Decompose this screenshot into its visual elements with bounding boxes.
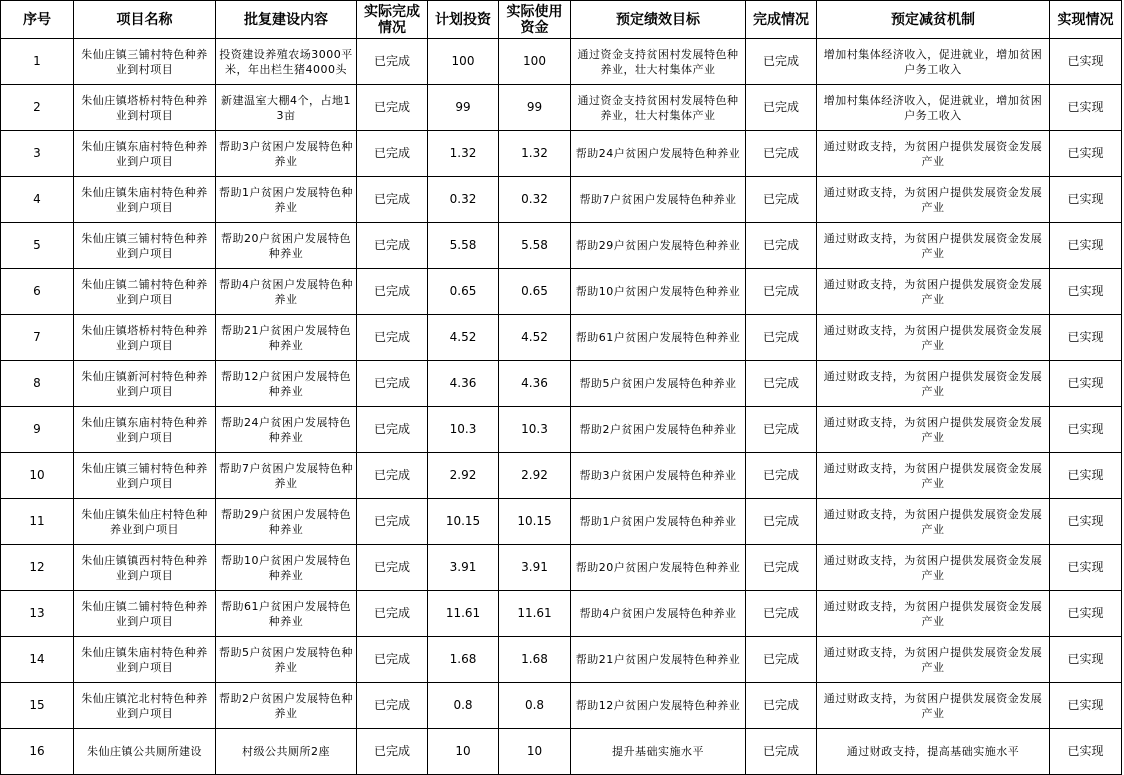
actual-funds-cell: 4.52 (499, 315, 571, 361)
actual-funds-cell: 10.15 (499, 499, 571, 545)
header-performance-target: 预定绩效目标 (571, 1, 746, 39)
header-planned-investment: 计划投资 (428, 1, 499, 39)
table-row (1, 177, 1122, 223)
realization-status-cell: 已实现 (1050, 223, 1122, 269)
row-index-cell: 7 (1, 315, 74, 361)
table-row (1, 315, 1122, 361)
approved-content-cell: 投资建设养殖农场3000平米，年出栏生猪4000头 (216, 39, 357, 85)
actual-completion-cell: 已完成 (357, 591, 428, 637)
realization-status-cell: 已实现 (1050, 85, 1122, 131)
row-index-cell: 8 (1, 361, 74, 407)
approved-content-cell: 帮助20户贫困户发展特色种养业 (216, 223, 357, 269)
realization-status-cell: 已实现 (1050, 407, 1122, 453)
approved-content-cell: 帮助4户贫困户发展特色种养业 (216, 269, 357, 315)
completion-status-cell: 已完成 (746, 39, 817, 85)
actual-completion-cell: 已完成 (357, 729, 428, 775)
table-row (1, 39, 1122, 85)
performance-target-cell: 通过资金支持贫困村发展特色种养业，壮大村集体产业 (571, 39, 746, 85)
row-index-cell: 10 (1, 453, 74, 499)
poverty-mechanism-cell: 通过财政支持，为贫困户提供发展资金发展产业 (817, 545, 1050, 591)
planned-investment-cell: 4.36 (428, 361, 499, 407)
project-name-cell: 朱仙庄镇二铺村特色种养业到户项目 (74, 269, 216, 315)
project-name-cell: 朱仙庄镇三铺村特色种养业到村项目 (74, 39, 216, 85)
actual-funds-cell: 0.65 (499, 269, 571, 315)
table-row (1, 131, 1122, 177)
realization-status-cell: 已实现 (1050, 453, 1122, 499)
row-index-cell: 11 (1, 499, 74, 545)
approved-content-cell: 帮助61户贫困户发展特色种养业 (216, 591, 357, 637)
planned-investment-cell: 0.32 (428, 177, 499, 223)
planned-investment-cell: 99 (428, 85, 499, 131)
poverty-mechanism-cell: 增加村集体经济收入，促进就业，增加贫困户务工收入 (817, 39, 1050, 85)
approved-content-cell: 帮助21户贫困户发展特色种养业 (216, 315, 357, 361)
actual-completion-cell: 已完成 (357, 39, 428, 85)
table-row (1, 545, 1122, 591)
approved-content-cell: 帮助2户贫困户发展特色种养业 (216, 683, 357, 729)
row-index-cell: 12 (1, 545, 74, 591)
actual-funds-cell: 5.58 (499, 223, 571, 269)
project-name-cell: 朱仙庄镇沱北村特色种养业到户项目 (74, 683, 216, 729)
planned-investment-cell: 1.32 (428, 131, 499, 177)
table-row (1, 729, 1122, 775)
planned-investment-cell: 0.8 (428, 683, 499, 729)
poverty-mechanism-cell: 通过财政支持，为贫困户提供发展资金发展产业 (817, 499, 1050, 545)
approved-content-cell: 帮助10户贫困户发展特色种养业 (216, 545, 357, 591)
actual-funds-cell: 99 (499, 85, 571, 131)
performance-target-cell: 帮助61户贫困户发展特色种养业 (571, 315, 746, 361)
completion-status-cell: 已完成 (746, 683, 817, 729)
performance-target-cell: 帮助4户贫困户发展特色种养业 (571, 591, 746, 637)
table-row (1, 269, 1122, 315)
table-row (1, 223, 1122, 269)
poverty-mechanism-cell: 通过财政支持，为贫困户提供发展资金发展产业 (817, 223, 1050, 269)
completion-status-cell: 已完成 (746, 545, 817, 591)
completion-status-cell: 已完成 (746, 637, 817, 683)
project-name-cell: 朱仙庄镇二铺村特色种养业到户项目 (74, 591, 216, 637)
approved-content-cell: 帮助7户贫困户发展特色种养业 (216, 453, 357, 499)
planned-investment-cell: 3.91 (428, 545, 499, 591)
realization-status-cell: 已实现 (1050, 683, 1122, 729)
performance-target-cell: 通过资金支持贫困村发展特色种养业，壮大村集体产业 (571, 85, 746, 131)
actual-funds-cell: 10 (499, 729, 571, 775)
poverty-mechanism-cell: 增加村集体经济收入，促进就业，增加贫困户务工收入 (817, 85, 1050, 131)
actual-completion-cell: 已完成 (357, 499, 428, 545)
poverty-mechanism-cell: 通过财政支持，为贫困户提供发展资金发展产业 (817, 683, 1050, 729)
row-index-cell: 9 (1, 407, 74, 453)
header-approved-content: 批复建设内容 (216, 1, 357, 39)
realization-status-cell: 已实现 (1050, 269, 1122, 315)
planned-investment-cell: 1.68 (428, 637, 499, 683)
approved-content-cell: 帮助3户贫困户发展特色种养业 (216, 131, 357, 177)
poverty-mechanism-cell: 通过财政支持，提高基础实施水平 (817, 729, 1050, 775)
table-row (1, 591, 1122, 637)
actual-completion-cell: 已完成 (357, 177, 428, 223)
completion-status-cell: 已完成 (746, 85, 817, 131)
actual-completion-cell: 已完成 (357, 407, 428, 453)
row-index-cell: 6 (1, 269, 74, 315)
realization-status-cell: 已实现 (1050, 39, 1122, 85)
row-index-cell: 4 (1, 177, 74, 223)
actual-funds-cell: 1.68 (499, 637, 571, 683)
realization-status-cell: 已实现 (1050, 729, 1122, 775)
actual-funds-cell: 0.8 (499, 683, 571, 729)
realization-status-cell: 已实现 (1050, 361, 1122, 407)
poverty-mechanism-cell: 通过财政支持，为贫困户提供发展资金发展产业 (817, 131, 1050, 177)
header-completion-status: 完成情况 (746, 1, 817, 39)
completion-status-cell: 已完成 (746, 223, 817, 269)
poverty-mechanism-cell: 通过财政支持，为贫困户提供发展资金发展产业 (817, 361, 1050, 407)
approved-content-cell: 帮助1户贫困户发展特色种养业 (216, 177, 357, 223)
poverty-mechanism-cell: 通过财政支持，为贫困户提供发展资金发展产业 (817, 591, 1050, 637)
table-body (1, 39, 1122, 775)
performance-target-cell: 帮助1户贫困户发展特色种养业 (571, 499, 746, 545)
row-index-cell: 14 (1, 637, 74, 683)
project-name-cell: 朱仙庄镇塔桥村特色种养业到户项目 (74, 315, 216, 361)
poverty-mechanism-cell: 通过财政支持，为贫困户提供发展资金发展产业 (817, 269, 1050, 315)
approved-content-cell: 新建温室大棚4个，占地13亩 (216, 85, 357, 131)
actual-funds-cell: 0.32 (499, 177, 571, 223)
table-row (1, 683, 1122, 729)
project-name-cell: 朱仙庄镇塔桥村特色种养业到村项目 (74, 85, 216, 131)
table-row (1, 361, 1122, 407)
project-name-cell: 朱仙庄镇三铺村特色种养业到户项目 (74, 223, 216, 269)
performance-target-cell: 帮助7户贫困户发展特色种养业 (571, 177, 746, 223)
completion-status-cell: 已完成 (746, 315, 817, 361)
project-name-cell: 朱仙庄镇朱庙村特色种养业到户项目 (74, 177, 216, 223)
performance-target-cell: 帮助24户贫困户发展特色种养业 (571, 131, 746, 177)
table-row (1, 637, 1122, 683)
realization-status-cell: 已实现 (1050, 315, 1122, 361)
row-index-cell: 15 (1, 683, 74, 729)
actual-funds-cell: 4.36 (499, 361, 571, 407)
actual-funds-cell: 3.91 (499, 545, 571, 591)
approved-content-cell: 帮助24户贫困户发展特色种养业 (216, 407, 357, 453)
table-row (1, 85, 1122, 131)
table-row (1, 407, 1122, 453)
project-name-cell: 朱仙庄镇东庙村特色种养业到户项目 (74, 407, 216, 453)
performance-target-cell: 帮助29户贫困户发展特色种养业 (571, 223, 746, 269)
table-row (1, 453, 1122, 499)
actual-completion-cell: 已完成 (357, 85, 428, 131)
actual-completion-cell: 已完成 (357, 269, 428, 315)
actual-completion-cell: 已完成 (357, 545, 428, 591)
completion-status-cell: 已完成 (746, 453, 817, 499)
header-poverty-mechanism: 预定减贫机制 (817, 1, 1050, 39)
project-name-cell: 朱仙庄镇朱庙村特色种养业到户项目 (74, 637, 216, 683)
project-name-cell: 朱仙庄镇新河村特色种养业到户项目 (74, 361, 216, 407)
completion-status-cell: 已完成 (746, 131, 817, 177)
realization-status-cell: 已实现 (1050, 545, 1122, 591)
poverty-mechanism-cell: 通过财政支持，为贫困户提供发展资金发展产业 (817, 453, 1050, 499)
planned-investment-cell: 100 (428, 39, 499, 85)
planned-investment-cell: 10.3 (428, 407, 499, 453)
actual-completion-cell: 已完成 (357, 361, 428, 407)
row-index-cell: 13 (1, 591, 74, 637)
project-name-cell: 朱仙庄镇东庙村特色种养业到户项目 (74, 131, 216, 177)
table-row (1, 499, 1122, 545)
realization-status-cell: 已实现 (1050, 177, 1122, 223)
planned-investment-cell: 5.58 (428, 223, 499, 269)
row-index-cell: 5 (1, 223, 74, 269)
poverty-mechanism-cell: 通过财政支持，为贫困户提供发展资金发展产业 (817, 177, 1050, 223)
realization-status-cell: 已实现 (1050, 499, 1122, 545)
header-realization-status: 实现情况 (1050, 1, 1122, 39)
completion-status-cell: 已完成 (746, 361, 817, 407)
row-index-cell: 16 (1, 729, 74, 775)
actual-completion-cell: 已完成 (357, 315, 428, 361)
poverty-mechanism-cell: 通过财政支持，为贫困户提供发展资金发展产业 (817, 637, 1050, 683)
project-name-cell: 朱仙庄镇朱仙庄村特色种养业到户项目 (74, 499, 216, 545)
planned-investment-cell: 0.65 (428, 269, 499, 315)
header-project-name: 项目名称 (74, 1, 216, 39)
header-row (1, 1, 1122, 39)
header-actual-completion: 实际完成情况 (357, 1, 428, 39)
performance-target-cell: 帮助3户贫困户发展特色种养业 (571, 453, 746, 499)
project-name-cell: 朱仙庄镇镇西村特色种养业到户项目 (74, 545, 216, 591)
approved-content-cell: 村级公共厕所2座 (216, 729, 357, 775)
approved-content-cell: 帮助5户贫困户发展特色种养业 (216, 637, 357, 683)
actual-completion-cell: 已完成 (357, 683, 428, 729)
completion-status-cell: 已完成 (746, 407, 817, 453)
actual-funds-cell: 10.3 (499, 407, 571, 453)
performance-target-cell: 帮助10户贫困户发展特色种养业 (571, 269, 746, 315)
actual-funds-cell: 100 (499, 39, 571, 85)
planned-investment-cell: 4.52 (428, 315, 499, 361)
actual-funds-cell: 2.92 (499, 453, 571, 499)
actual-completion-cell: 已完成 (357, 453, 428, 499)
planned-investment-cell: 2.92 (428, 453, 499, 499)
actual-completion-cell: 已完成 (357, 637, 428, 683)
approved-content-cell: 帮助12户贫困户发展特色种养业 (216, 361, 357, 407)
planned-investment-cell: 10 (428, 729, 499, 775)
approved-content-cell: 帮助29户贫困户发展特色种养业 (216, 499, 357, 545)
project-name-cell: 朱仙庄镇公共厕所建设 (74, 729, 216, 775)
completion-status-cell: 已完成 (746, 499, 817, 545)
performance-target-cell: 帮助5户贫困户发展特色种养业 (571, 361, 746, 407)
actual-completion-cell: 已完成 (357, 223, 428, 269)
row-index-cell: 2 (1, 85, 74, 131)
project-name-cell: 朱仙庄镇三铺村特色种养业到户项目 (74, 453, 216, 499)
poverty-mechanism-cell: 通过财政支持，为贫困户提供发展资金发展产业 (817, 315, 1050, 361)
completion-status-cell: 已完成 (746, 591, 817, 637)
performance-target-cell: 帮助2户贫困户发展特色种养业 (571, 407, 746, 453)
performance-target-cell: 帮助12户贫困户发展特色种养业 (571, 683, 746, 729)
poverty-mechanism-cell: 通过财政支持，为贫困户提供发展资金发展产业 (817, 407, 1050, 453)
header-index: 序号 (1, 1, 74, 39)
planned-investment-cell: 11.61 (428, 591, 499, 637)
performance-target-cell: 帮助21户贫困户发展特色种养业 (571, 637, 746, 683)
row-index-cell: 3 (1, 131, 74, 177)
header-actual-funds: 实际使用资金 (499, 1, 571, 39)
performance-target-cell: 帮助20户贫困户发展特色种养业 (571, 545, 746, 591)
performance-target-cell: 提升基础实施水平 (571, 729, 746, 775)
completion-status-cell: 已完成 (746, 269, 817, 315)
row-index-cell: 1 (1, 39, 74, 85)
realization-status-cell: 已实现 (1050, 131, 1122, 177)
actual-funds-cell: 1.32 (499, 131, 571, 177)
actual-completion-cell: 已完成 (357, 131, 428, 177)
completion-status-cell: 已完成 (746, 729, 817, 775)
realization-status-cell: 已实现 (1050, 637, 1122, 683)
realization-status-cell: 已实现 (1050, 591, 1122, 637)
actual-funds-cell: 11.61 (499, 591, 571, 637)
planned-investment-cell: 10.15 (428, 499, 499, 545)
completion-status-cell: 已完成 (746, 177, 817, 223)
